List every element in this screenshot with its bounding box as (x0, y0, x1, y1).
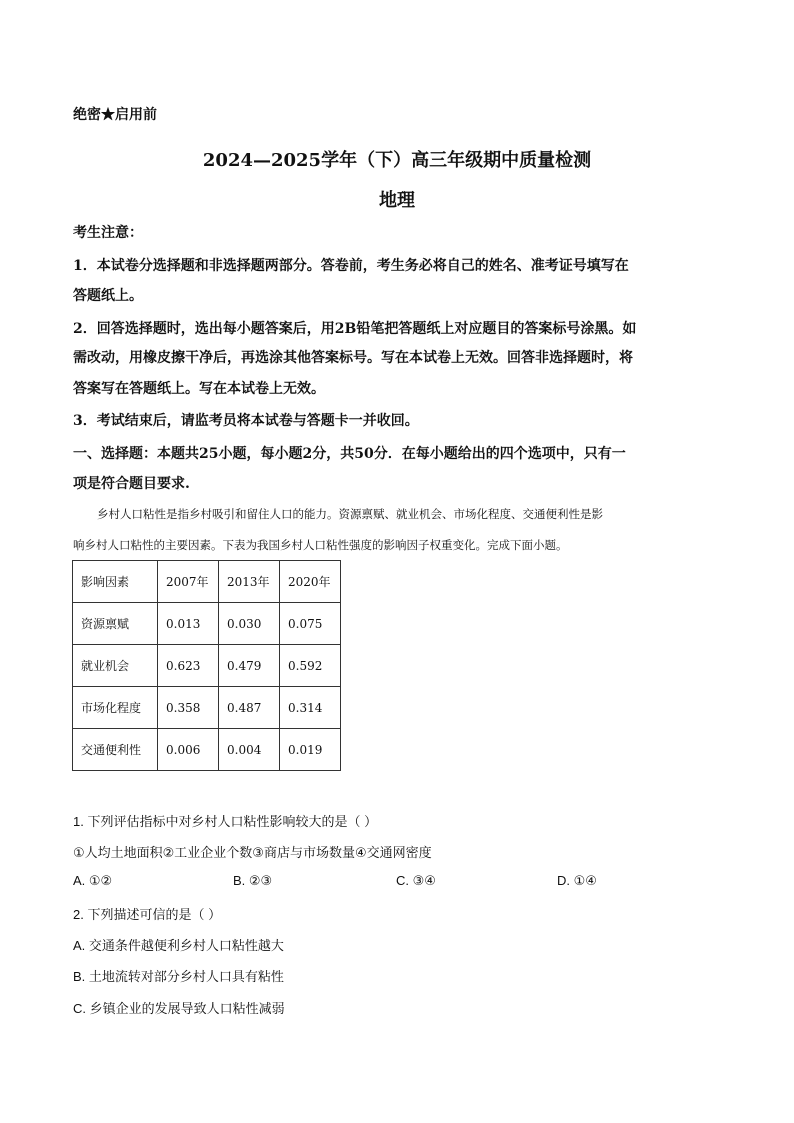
notice-heading: 考生注意： (73, 225, 143, 241)
option-c: C. ③④ (396, 873, 436, 888)
notice-line: 2．回答选择题时，选出每小题答案后，用2B铅笔把答题纸上对应题目的答案标号涂黑。如 (73, 321, 637, 337)
table-cell: 0.019 (280, 729, 341, 771)
table-cell: 0.006 (158, 729, 219, 771)
table-cell: 0.004 (219, 729, 280, 771)
notice-line: 需改动，用橡皮擦干净后，再选涂其他答案标号。写在本试卷上无效。回答非选择题时，将 (73, 350, 633, 366)
question-1-items: ①人均土地面积②工业企业个数③商店与市场数量④交通网密度 (73, 845, 432, 860)
notice-line: 1．本试卷分选择题和非选择题两部分。答卷前，考生务必将自己的姓名、准考证号填写在 (73, 258, 629, 274)
option-a: A. ①② (73, 873, 113, 888)
option-d: D. ①④ (557, 873, 597, 888)
section-heading-cont: 项是符合题目要求. (73, 476, 190, 492)
factor-weight-table (72, 560, 341, 771)
notice-line: 答题纸上。 (73, 288, 143, 304)
option-c: C. 乡镇企业的发展导致人口粘性减弱 (73, 1001, 285, 1016)
table-row (73, 687, 341, 729)
table-cell: 0.623 (158, 645, 219, 687)
confidential-label: 绝密★启用前 (73, 107, 157, 123)
exam-title: 2024—2025学年（下）高三年级期中质量检测 (202, 150, 592, 171)
option-b: B. ②③ (233, 873, 273, 888)
passage-line: 乡村人口粘性是指乡村吸引和留住人口的能力。资源禀赋、就业机会、市场化程度、交通便利性是影 (97, 507, 603, 521)
table-cell: 0.030 (219, 603, 280, 645)
notice-line: 答案写在答题纸上。写在本试卷上无效。 (73, 381, 325, 397)
table-cell: 0.314 (280, 687, 341, 729)
table-cell: 市场化程度 (73, 687, 158, 729)
table-cell: 0.075 (280, 603, 341, 645)
table-cell: 0.479 (219, 645, 280, 687)
table-header-cell: 2007年 (158, 561, 219, 603)
table-row (73, 729, 341, 771)
option-b: B. 土地流转对部分乡村人口具有粘性 (73, 969, 284, 984)
table-cell: 0.592 (280, 645, 341, 687)
table-cell: 0.358 (158, 687, 219, 729)
table-header-cell: 2020年 (280, 561, 341, 603)
question-2-stem: 2. 下列描述可信的是（ ） (73, 907, 222, 922)
table-row (73, 645, 341, 687)
table-cell: 交通便利性 (73, 729, 158, 771)
table-header-cell: 2013年 (219, 561, 280, 603)
passage-line: 响乡村人口粘性的主要因素。下表为我国乡村人口粘性强度的影响因子权重变化。完成下面小题。 (73, 538, 568, 552)
table-cell: 0.487 (219, 687, 280, 729)
subject-title: 地理 (379, 190, 415, 211)
option-a: A. 交通条件越便利乡村人口粘性越大 (73, 938, 284, 953)
table-cell: 就业机会 (73, 645, 158, 687)
table-header-row (73, 561, 341, 603)
table-row (73, 603, 341, 645)
table-cell: 资源禀赋 (73, 603, 158, 645)
notice-line: 3．考试结束后，请监考员将本试卷与答题卡一并收回。 (73, 413, 419, 429)
section-heading: 一、选择题：本题共25小题，每小题2分，共50分．在每小题给出的四个选项中，只有一 (73, 446, 626, 462)
question-1-stem: 1. 下列评估指标中对乡村人口粘性影响较大的是（ ） (73, 814, 378, 829)
table-cell: 0.013 (158, 603, 219, 645)
table-header-cell: 影响因素 (73, 561, 158, 603)
